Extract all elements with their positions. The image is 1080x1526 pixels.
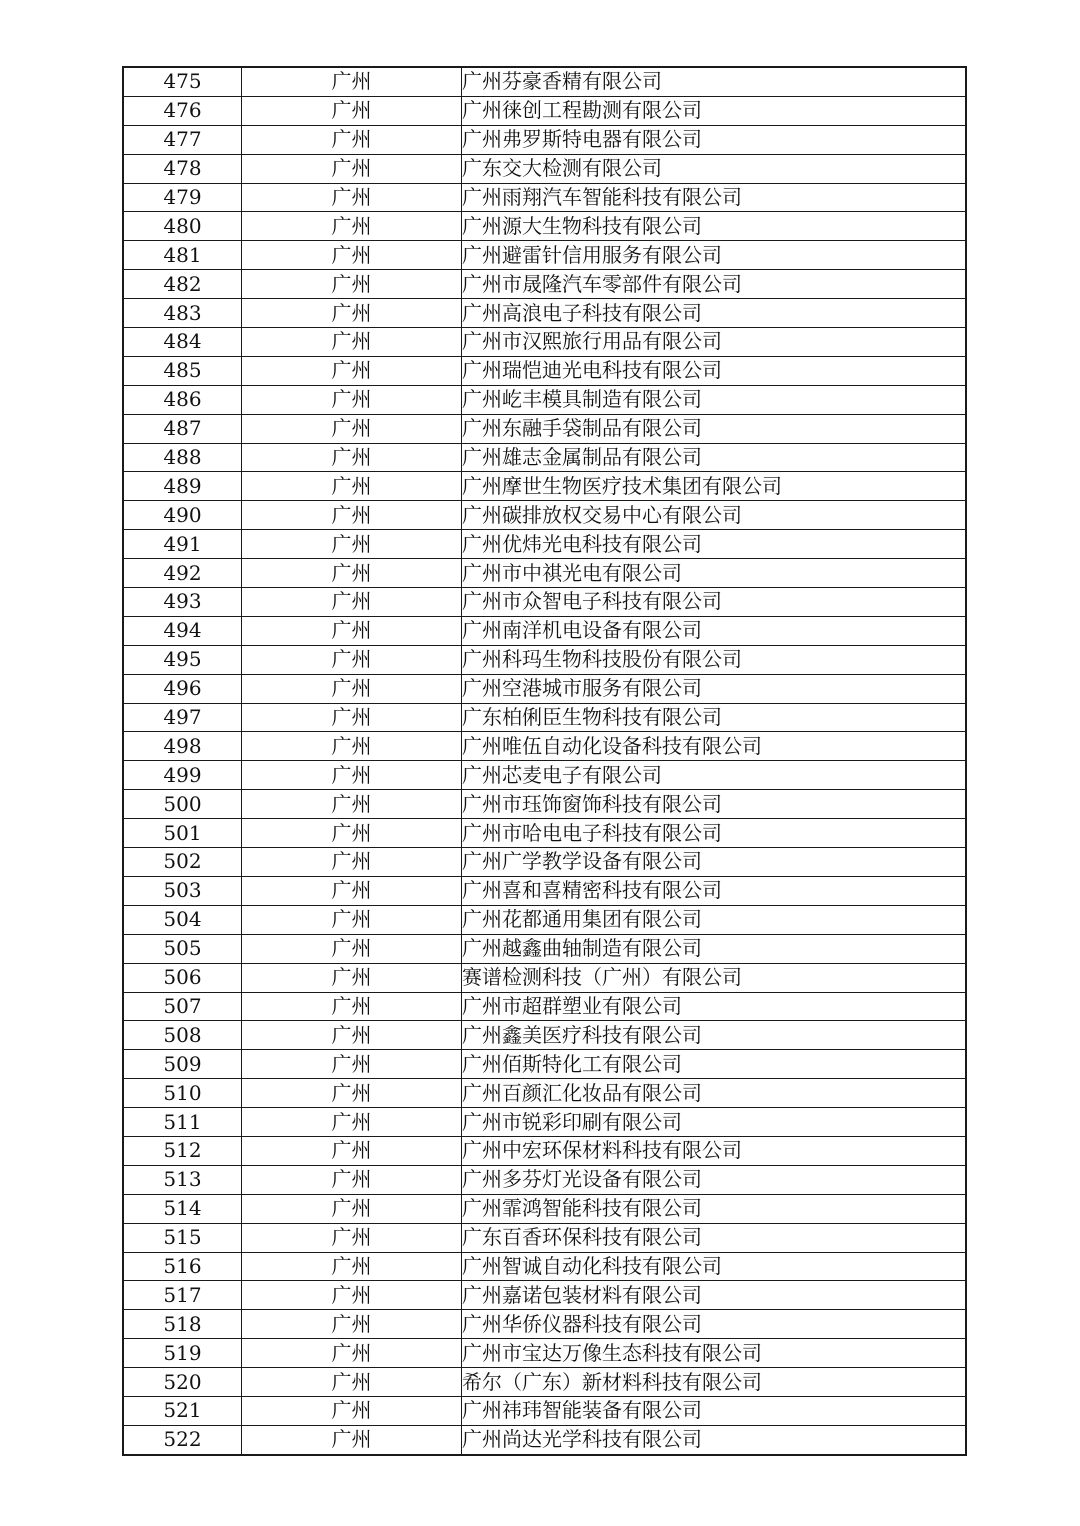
city-cell: 广州 <box>242 1252 462 1281</box>
row-number-cell: 498 <box>123 732 242 761</box>
row-number-cell: 494 <box>123 616 242 645</box>
row-number-cell: 515 <box>123 1223 242 1252</box>
row-number-cell: 489 <box>123 472 242 501</box>
table-row <box>123 241 966 270</box>
city-cell: 广州 <box>242 645 462 674</box>
city-cell: 广州 <box>242 530 462 559</box>
city-cell: 广州 <box>242 1136 462 1165</box>
row-number-cell: 497 <box>123 703 242 732</box>
table-row <box>123 674 966 703</box>
company-name-cell: 广州高浪电子科技有限公司 <box>462 299 967 328</box>
table-row <box>123 385 966 414</box>
city-cell: 广州 <box>242 703 462 732</box>
row-number-cell: 492 <box>123 559 242 588</box>
row-number-cell: 491 <box>123 530 242 559</box>
row-number-cell: 499 <box>123 761 242 790</box>
company-name-cell: 希尔（广东）新材料科技有限公司 <box>462 1368 967 1397</box>
table-row <box>123 1396 966 1425</box>
table-row <box>123 1194 966 1223</box>
city-cell: 广州 <box>242 443 462 472</box>
table-row <box>123 876 966 905</box>
row-number-cell: 495 <box>123 645 242 674</box>
company-name-cell: 广州市众智电子科技有限公司 <box>462 588 967 617</box>
table-row <box>123 645 966 674</box>
row-number-cell: 510 <box>123 1079 242 1108</box>
city-cell: 广州 <box>242 876 462 905</box>
table-row <box>123 1223 966 1252</box>
company-name-cell: 广州华侨仪器科技有限公司 <box>462 1310 967 1339</box>
company-list-table <box>122 66 967 1456</box>
table-row <box>123 992 966 1021</box>
table-row <box>123 905 966 934</box>
company-name-cell: 广州智诚自动化科技有限公司 <box>462 1252 967 1281</box>
row-number-cell: 519 <box>123 1339 242 1368</box>
row-number-cell: 521 <box>123 1396 242 1425</box>
company-name-cell: 广州广学教学设备有限公司 <box>462 848 967 877</box>
company-name-cell: 广州雄志金属制品有限公司 <box>462 443 967 472</box>
row-number-cell: 511 <box>123 1108 242 1137</box>
table-row <box>123 616 966 645</box>
city-cell: 广州 <box>242 501 462 530</box>
company-name-cell: 广州市宝达万像生态科技有限公司 <box>462 1339 967 1368</box>
company-name-cell: 广州喜和喜精密科技有限公司 <box>462 876 967 905</box>
company-name-cell: 广州花都通用集团有限公司 <box>462 905 967 934</box>
row-number-cell: 478 <box>123 154 242 183</box>
city-cell: 广州 <box>242 270 462 299</box>
city-cell: 广州 <box>242 848 462 877</box>
row-number-cell: 485 <box>123 356 242 385</box>
table-row <box>123 299 966 328</box>
row-number-cell: 518 <box>123 1310 242 1339</box>
table-row <box>123 183 966 212</box>
company-name-cell: 广州屹丰模具制造有限公司 <box>462 385 967 414</box>
city-cell: 广州 <box>242 1050 462 1079</box>
company-name-cell: 广州源大生物科技有限公司 <box>462 212 967 241</box>
table-row <box>123 819 966 848</box>
city-cell: 广州 <box>242 1310 462 1339</box>
company-name-cell: 广州佰斯特化工有限公司 <box>462 1050 967 1079</box>
city-cell: 广州 <box>242 414 462 443</box>
row-number-cell: 508 <box>123 1021 242 1050</box>
company-name-cell: 广州瑞恺迪光电科技有限公司 <box>462 356 967 385</box>
table-row <box>123 732 966 761</box>
row-number-cell: 501 <box>123 819 242 848</box>
company-name-cell: 广州百颜汇化妆品有限公司 <box>462 1079 967 1108</box>
row-number-cell: 504 <box>123 905 242 934</box>
table-row <box>123 1368 966 1397</box>
company-name-cell: 广州鑫美医疗科技有限公司 <box>462 1021 967 1050</box>
table-row <box>123 1136 966 1165</box>
city-cell: 广州 <box>242 385 462 414</box>
city-cell: 广州 <box>242 328 462 357</box>
company-name-cell: 广州科玛生物科技股份有限公司 <box>462 645 967 674</box>
table-row <box>123 1165 966 1194</box>
company-name-cell: 广州避雷针信用服务有限公司 <box>462 241 967 270</box>
row-number-cell: 486 <box>123 385 242 414</box>
table-row <box>123 963 966 992</box>
city-cell: 广州 <box>242 674 462 703</box>
row-number-cell: 481 <box>123 241 242 270</box>
city-cell: 广州 <box>242 1108 462 1137</box>
company-name-cell: 广东柏俐臣生物科技有限公司 <box>462 703 967 732</box>
row-number-cell: 493 <box>123 588 242 617</box>
city-cell: 广州 <box>242 356 462 385</box>
company-name-cell: 广州徕创工程勘测有限公司 <box>462 96 967 125</box>
city-cell: 广州 <box>242 1425 462 1454</box>
table-row <box>123 790 966 819</box>
table-row <box>123 1339 966 1368</box>
company-name-cell: 广州市珏饰窗饰科技有限公司 <box>462 790 967 819</box>
city-cell: 广州 <box>242 154 462 183</box>
city-cell: 广州 <box>242 1223 462 1252</box>
row-number-cell: 509 <box>123 1050 242 1079</box>
table-row <box>123 761 966 790</box>
company-name-cell: 广州尚达光学科技有限公司 <box>462 1425 967 1454</box>
row-number-cell: 517 <box>123 1281 242 1310</box>
row-number-cell: 514 <box>123 1194 242 1223</box>
company-name-cell: 赛谱检测科技（广州）有限公司 <box>462 963 967 992</box>
table-row <box>123 443 966 472</box>
table-row <box>123 588 966 617</box>
row-number-cell: 490 <box>123 501 242 530</box>
table-row <box>123 1050 966 1079</box>
company-name-cell: 广州嘉诺包装材料有限公司 <box>462 1281 967 1310</box>
city-cell: 广州 <box>242 67 462 96</box>
company-name-cell: 广州摩世生物医疗技术集团有限公司 <box>462 472 967 501</box>
company-name-cell: 广州市晟隆汽车零部件有限公司 <box>462 270 967 299</box>
table-row <box>123 212 966 241</box>
row-number-cell: 480 <box>123 212 242 241</box>
city-cell: 广州 <box>242 790 462 819</box>
row-number-cell: 477 <box>123 125 242 154</box>
row-number-cell: 506 <box>123 963 242 992</box>
table-row <box>123 154 966 183</box>
company-name-cell: 广州优炜光电科技有限公司 <box>462 530 967 559</box>
city-cell: 广州 <box>242 1194 462 1223</box>
row-number-cell: 507 <box>123 992 242 1021</box>
table-row <box>123 1310 966 1339</box>
table-row <box>123 414 966 443</box>
city-cell: 广州 <box>242 1396 462 1425</box>
city-cell: 广州 <box>242 905 462 934</box>
company-name-cell: 广东百香环保科技有限公司 <box>462 1223 967 1252</box>
row-number-cell: 479 <box>123 183 242 212</box>
company-name-cell: 广州雨翔汽车智能科技有限公司 <box>462 183 967 212</box>
city-cell: 广州 <box>242 588 462 617</box>
row-number-cell: 513 <box>123 1165 242 1194</box>
city-cell: 广州 <box>242 1079 462 1108</box>
company-name-cell: 广州市超群塑业有限公司 <box>462 992 967 1021</box>
table-row <box>123 96 966 125</box>
table-row <box>123 125 966 154</box>
company-name-cell: 广州市汉熙旅行用品有限公司 <box>462 328 967 357</box>
city-cell: 广州 <box>242 1368 462 1397</box>
table-row <box>123 67 966 96</box>
row-number-cell: 496 <box>123 674 242 703</box>
row-number-cell: 522 <box>123 1425 242 1454</box>
company-name-cell: 广州霏鸿智能科技有限公司 <box>462 1194 967 1223</box>
row-number-cell: 487 <box>123 414 242 443</box>
city-cell: 广州 <box>242 963 462 992</box>
city-cell: 广州 <box>242 212 462 241</box>
company-name-cell: 广州东融手袋制品有限公司 <box>462 414 967 443</box>
city-cell: 广州 <box>242 96 462 125</box>
table-row <box>123 848 966 877</box>
table-row <box>123 1252 966 1281</box>
row-number-cell: 503 <box>123 876 242 905</box>
table-row <box>123 1079 966 1108</box>
row-number-cell: 502 <box>123 848 242 877</box>
row-number-cell: 488 <box>123 443 242 472</box>
city-cell: 广州 <box>242 299 462 328</box>
table-row <box>123 703 966 732</box>
row-number-cell: 516 <box>123 1252 242 1281</box>
table-row <box>123 1281 966 1310</box>
row-number-cell: 475 <box>123 67 242 96</box>
company-name-cell: 广州碳排放权交易中心有限公司 <box>462 501 967 530</box>
company-name-cell: 广州多芬灯光设备有限公司 <box>462 1165 967 1194</box>
row-number-cell: 520 <box>123 1368 242 1397</box>
company-name-cell: 广州市哈电电子科技有限公司 <box>462 819 967 848</box>
row-number-cell: 505 <box>123 934 242 963</box>
company-name-cell: 广州弗罗斯特电器有限公司 <box>462 125 967 154</box>
row-number-cell: 476 <box>123 96 242 125</box>
city-cell: 广州 <box>242 819 462 848</box>
table-row <box>123 559 966 588</box>
company-name-cell: 广东交大检测有限公司 <box>462 154 967 183</box>
city-cell: 广州 <box>242 472 462 501</box>
company-name-cell: 广州中宏环保材料科技有限公司 <box>462 1136 967 1165</box>
company-name-cell: 广州南洋机电设备有限公司 <box>462 616 967 645</box>
city-cell: 广州 <box>242 1021 462 1050</box>
company-name-cell: 广州越鑫曲轴制造有限公司 <box>462 934 967 963</box>
row-number-cell: 483 <box>123 299 242 328</box>
company-name-cell: 广州市中祺光电有限公司 <box>462 559 967 588</box>
table-row <box>123 356 966 385</box>
city-cell: 广州 <box>242 732 462 761</box>
city-cell: 广州 <box>242 241 462 270</box>
city-cell: 广州 <box>242 1165 462 1194</box>
city-cell: 广州 <box>242 761 462 790</box>
table-row <box>123 1425 966 1454</box>
table-row <box>123 934 966 963</box>
table-row <box>123 530 966 559</box>
company-name-cell: 广州空港城市服务有限公司 <box>462 674 967 703</box>
city-cell: 广州 <box>242 934 462 963</box>
row-number-cell: 512 <box>123 1136 242 1165</box>
table-row <box>123 1108 966 1137</box>
table-row <box>123 501 966 530</box>
row-number-cell: 484 <box>123 328 242 357</box>
city-cell: 广州 <box>242 1339 462 1368</box>
row-number-cell: 482 <box>123 270 242 299</box>
city-cell: 广州 <box>242 1281 462 1310</box>
row-number-cell: 500 <box>123 790 242 819</box>
company-name-cell: 广州芬豪香精有限公司 <box>462 67 967 96</box>
company-name-cell: 广州祎玮智能装备有限公司 <box>462 1396 967 1425</box>
table-row <box>123 270 966 299</box>
city-cell: 广州 <box>242 559 462 588</box>
table-row <box>123 1021 966 1050</box>
city-cell: 广州 <box>242 125 462 154</box>
table-row <box>123 472 966 501</box>
table-row <box>123 328 966 357</box>
city-cell: 广州 <box>242 616 462 645</box>
company-name-cell: 广州唯伍自动化设备科技有限公司 <box>462 732 967 761</box>
city-cell: 广州 <box>242 992 462 1021</box>
company-name-cell: 广州芯麦电子有限公司 <box>462 761 967 790</box>
city-cell: 广州 <box>242 183 462 212</box>
table-body <box>123 67 966 1455</box>
company-name-cell: 广州市锐彩印刷有限公司 <box>462 1108 967 1137</box>
